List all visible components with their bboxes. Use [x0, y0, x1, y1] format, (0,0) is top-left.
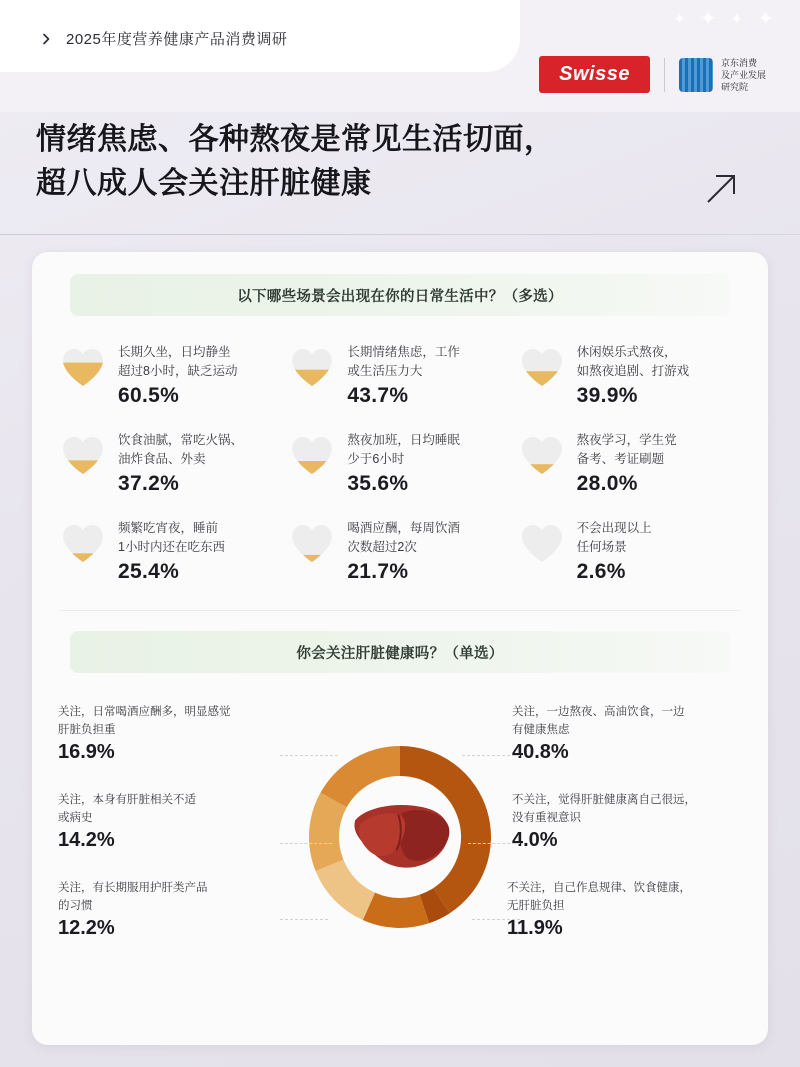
legend-label-line2: 肝脏负担重 [58, 724, 116, 736]
legend-item-right-2 [512, 791, 742, 852]
swisse-logo: Swisse [539, 56, 650, 93]
scene-item [60, 518, 281, 584]
sparkle-icon: ✦ [673, 10, 686, 28]
legend-label-line1: 关注，有长期服用护肝类产品 [58, 882, 208, 894]
scene-item-body [577, 518, 652, 584]
jd-mark-icon [679, 58, 713, 92]
scene-item [519, 430, 740, 496]
scene-item [60, 430, 281, 496]
donut-segment [424, 901, 441, 909]
scene-item [519, 518, 740, 584]
question-band-single [70, 631, 730, 673]
legend-label-line1: 不关注，觉得肝脏健康离自己很远， [512, 794, 696, 806]
heart-fill-icon [60, 434, 106, 476]
scene-item-value: 43.7% [347, 384, 409, 407]
scene-item-body [118, 518, 225, 584]
scene-item [289, 518, 510, 584]
scene-item-body [347, 430, 460, 496]
scene-item-label: 长期情绪焦虑，工作 或生活压力大 [347, 345, 460, 378]
page-header [0, 0, 800, 112]
legend-value: 11.9% [507, 917, 563, 939]
scene-item [289, 342, 510, 408]
breadcrumb-label: 2025年度营养健康产品消费调研 [66, 31, 288, 48]
section-divider [60, 610, 740, 611]
legend-value: 16.9% [58, 741, 115, 763]
scene-item-body [577, 342, 690, 408]
heart-fill-icon [60, 346, 106, 388]
donut-segment [369, 906, 424, 913]
sparkle-decoration [673, 6, 774, 31]
legend-label-line2: 无肝脏负担 [507, 900, 565, 912]
jd-line-3: 研究院 [720, 81, 748, 92]
donut-section [32, 691, 768, 991]
heart-fill-icon [60, 522, 106, 564]
scene-item-label: 长期久坐，日均静坐 超过8小时，缺乏运动 [118, 345, 238, 378]
page-title [36, 118, 764, 206]
scene-grid [60, 342, 740, 584]
title-line-1: 情绪焦虑、各种熬夜是常见生活切面， [36, 123, 555, 156]
legend-item-left-2 [58, 791, 273, 852]
legend-item-right-3 [507, 879, 742, 940]
scene-item-label: 饮食油腻，常吃火锅、 油炸食品、外卖 [118, 433, 244, 466]
brand-divider [664, 58, 665, 92]
scene-item-value: 25.4% [118, 560, 180, 583]
heart-fill-icon [289, 522, 335, 564]
scene-item-body [347, 518, 460, 584]
scene-item-value: 2.6% [576, 560, 626, 583]
donut-chart [300, 737, 500, 937]
breadcrumb[interactable] [36, 28, 287, 49]
jd-line-1: 京东消费 [720, 57, 757, 68]
legend-value: 4.0% [512, 829, 558, 851]
legend-label-line2: 有健康焦虑 [512, 724, 570, 736]
chevron-right-icon [36, 29, 56, 49]
brand-lockup [539, 56, 766, 93]
legend-item-left-3 [58, 879, 273, 940]
legend-label-line1: 不关注，自己作息规律、饮食健康， [507, 882, 691, 894]
sparkle-icon: ✦ [730, 10, 744, 28]
scene-item-value: 35.6% [347, 472, 409, 495]
jd-line-2: 及产业发展 [720, 69, 766, 80]
legend-label-line2: 或病史 [58, 812, 93, 824]
scene-item-value: 21.7% [347, 560, 409, 583]
jd-research-logo [679, 57, 766, 93]
legend-label-line1: 关注，日常喝酒应酬多，明显感觉 [58, 706, 231, 718]
legend-value: 12.2% [58, 917, 115, 939]
scene-item-label: 休闲娱乐式熬夜， 如熬夜追剧、打游戏 [576, 345, 690, 378]
scene-item-label: 不会出现以上 任何场景 [576, 521, 652, 554]
liver-illustration [344, 781, 456, 893]
leader-line [280, 843, 332, 844]
scene-item-value: 39.9% [576, 384, 638, 407]
scene-item-label: 熬夜学习，学生党 备考、考证刷题 [576, 433, 677, 466]
legend-item-left-1 [58, 703, 273, 764]
question-band-multi [70, 274, 730, 316]
leader-line [472, 919, 520, 920]
leader-line [462, 755, 520, 756]
scene-item-label: 熬夜加班，日均睡眠 少于6小时 [347, 433, 460, 466]
scene-item-body [347, 342, 460, 408]
heart-fill-icon [519, 522, 565, 564]
scene-item [289, 430, 510, 496]
question-title-multi: 以下哪些场景会出现在你的日常生活中？（多选） [237, 288, 563, 305]
heart-fill-icon [519, 346, 565, 388]
title-line-2: 超八成人会关注肝脏健康 [36, 167, 372, 200]
scene-item-value: 28.0% [576, 472, 638, 495]
legend-label-line2: 的习惯 [58, 900, 93, 912]
scene-item [519, 342, 740, 408]
jd-logo-text [721, 57, 766, 93]
legend-label-line1: 关注，本身有肝脏相关不适 [58, 794, 196, 806]
heart-fill-icon [289, 346, 335, 388]
sparkle-icon: ✦ [699, 8, 717, 30]
scene-item [60, 342, 281, 408]
leader-line [468, 843, 520, 844]
donut-segment [324, 800, 334, 865]
scene-item-label: 频繁吃宵夜，睡前 1小时内还在吃东西 [118, 521, 225, 554]
heart-fill-icon [519, 434, 565, 476]
scene-item-label: 喝酒应酬，每周饮酒 次数超过2次 [347, 521, 460, 554]
legend-label-line1: 关注，一边熬夜、高油饮食，一边 [512, 706, 685, 718]
scene-item-body [118, 342, 237, 408]
header-divider [0, 234, 800, 235]
arrow-up-right-icon [698, 166, 744, 212]
scene-item-value: 60.5% [118, 384, 180, 407]
leader-line [280, 919, 328, 920]
sparkle-icon: ✦ [757, 8, 774, 30]
legend-label-line2: 没有重视意识 [512, 812, 581, 824]
legend-item-right-1 [512, 703, 742, 764]
question-title-single: 你会关注肝脏健康吗？（单选） [296, 645, 504, 662]
content-card [32, 252, 768, 1045]
legend-value: 40.8% [512, 741, 569, 763]
scene-item-value: 37.2% [118, 472, 180, 495]
legend-value: 14.2% [58, 829, 115, 851]
scene-item-body [118, 430, 243, 496]
heart-fill-icon [289, 434, 335, 476]
scene-item-body [577, 430, 677, 496]
leader-line [280, 755, 338, 756]
